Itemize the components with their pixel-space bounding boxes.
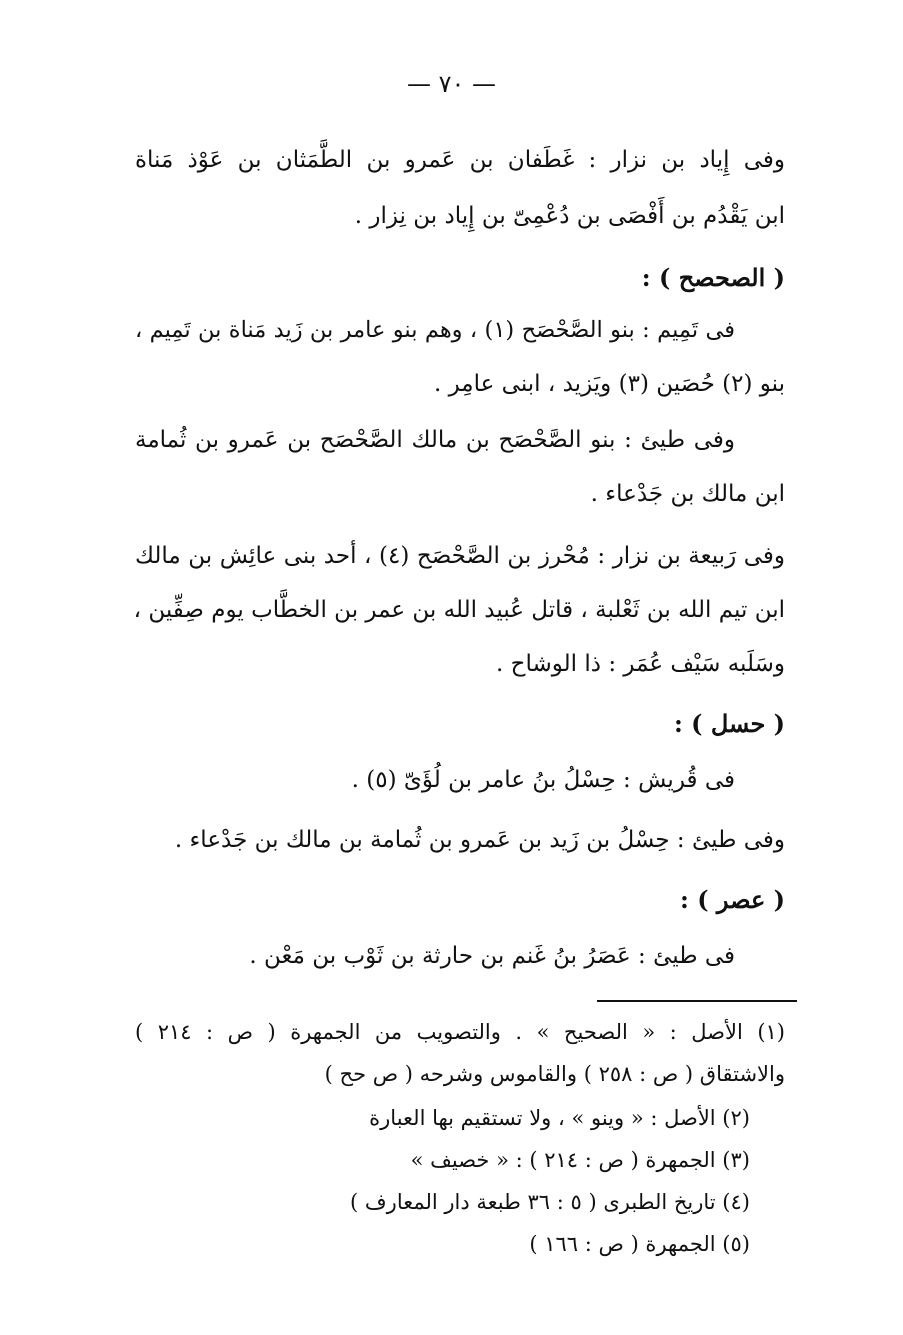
section-heading-sahsah: ( الصحصح ) : (641, 263, 785, 292)
text-line: ابن يَقْدُم بن أَفْصَى بن دُعْمِىّ بن إِياد بن نِزار . (354, 203, 785, 229)
footnote-4: (٤) تاريخ الطبرى ( ٥ : ٣٦ طبعة دار المعارف ) (350, 1190, 750, 1214)
footnote-3: (٣) الجمهرة ( ص : ٢١٤ ) : « خصيف » (410, 1148, 750, 1172)
text-line: وفى رَبيعة بن نزار : مُحْرز بن الصَّحْصَح (٤) ، أحد بنى عائِش بن مالك (135, 543, 785, 569)
text-line: فى قُريش : حِسْلُ بنُ عامر بن لُؤَىّ (٥) . (351, 767, 735, 793)
page-number: — ٧٠ — (406, 70, 497, 98)
section-heading-asr: ( عصر ) : (679, 885, 785, 914)
footnote-2: (٢) الأصل : « وينو » ، ولا تستقيم بها العبارة (369, 1106, 750, 1130)
text-line: وسَلَبه سَيْف عُمَر : ذا الوشاح . (496, 651, 785, 677)
text-line: فى تَمِيم : بنو الصَّحْصَح (١) ، وهم بنو عامر بن زَيد مَناة بن تَمِيم ، (135, 317, 735, 343)
text-line: وفى طيئ : بنو الصَّحْصَح بن مالك الصَّحْصَح بن عَمرو بن ثُمامة (135, 427, 735, 453)
text-line: ابن مالك بن جَدْعاء . (590, 481, 785, 507)
footnote-1-continued: والاشتقاق ( ص : ٢٥٨ ) والقاموس وشرحه ( ص حح ) (324, 1062, 785, 1086)
text-line: بنو (٢) حُصَين (٣) ويَزيد ، ابنى عامِر . (433, 371, 785, 397)
text-line: فى طيئ : عَصَرُ بنُ غَنم بن حارثة بن ثَوْب بن مَعْن . (249, 943, 735, 969)
text-line: وفى طيئ : حِسْلُ بن زَيد بن عَمرو بن ثُمامة بن مالك بن جَدْعاء . (174, 827, 785, 853)
footnote-divider (597, 1000, 797, 1002)
footnote-1: (١) الأصل : « الصحيح » . والتصويب من الجمهرة ( ص : ٢١٤ ) (135, 1020, 785, 1044)
text-line: وفى إِياد بن نزار : غَطَفان بن عَمرو بن الطَّمَثان بن عَوْذ مَناة (135, 147, 785, 173)
footnote-5: (٥) الجمهرة ( ص : ١٦٦ ) (529, 1232, 750, 1256)
section-heading-hasl: ( حسل ) : (673, 709, 785, 738)
text-line: ابن تيم الله بن ثَعْلبة ، قاتل عُبيد الله بن عمر بن الخطَّاب يوم صِفِّين ، (133, 597, 785, 623)
